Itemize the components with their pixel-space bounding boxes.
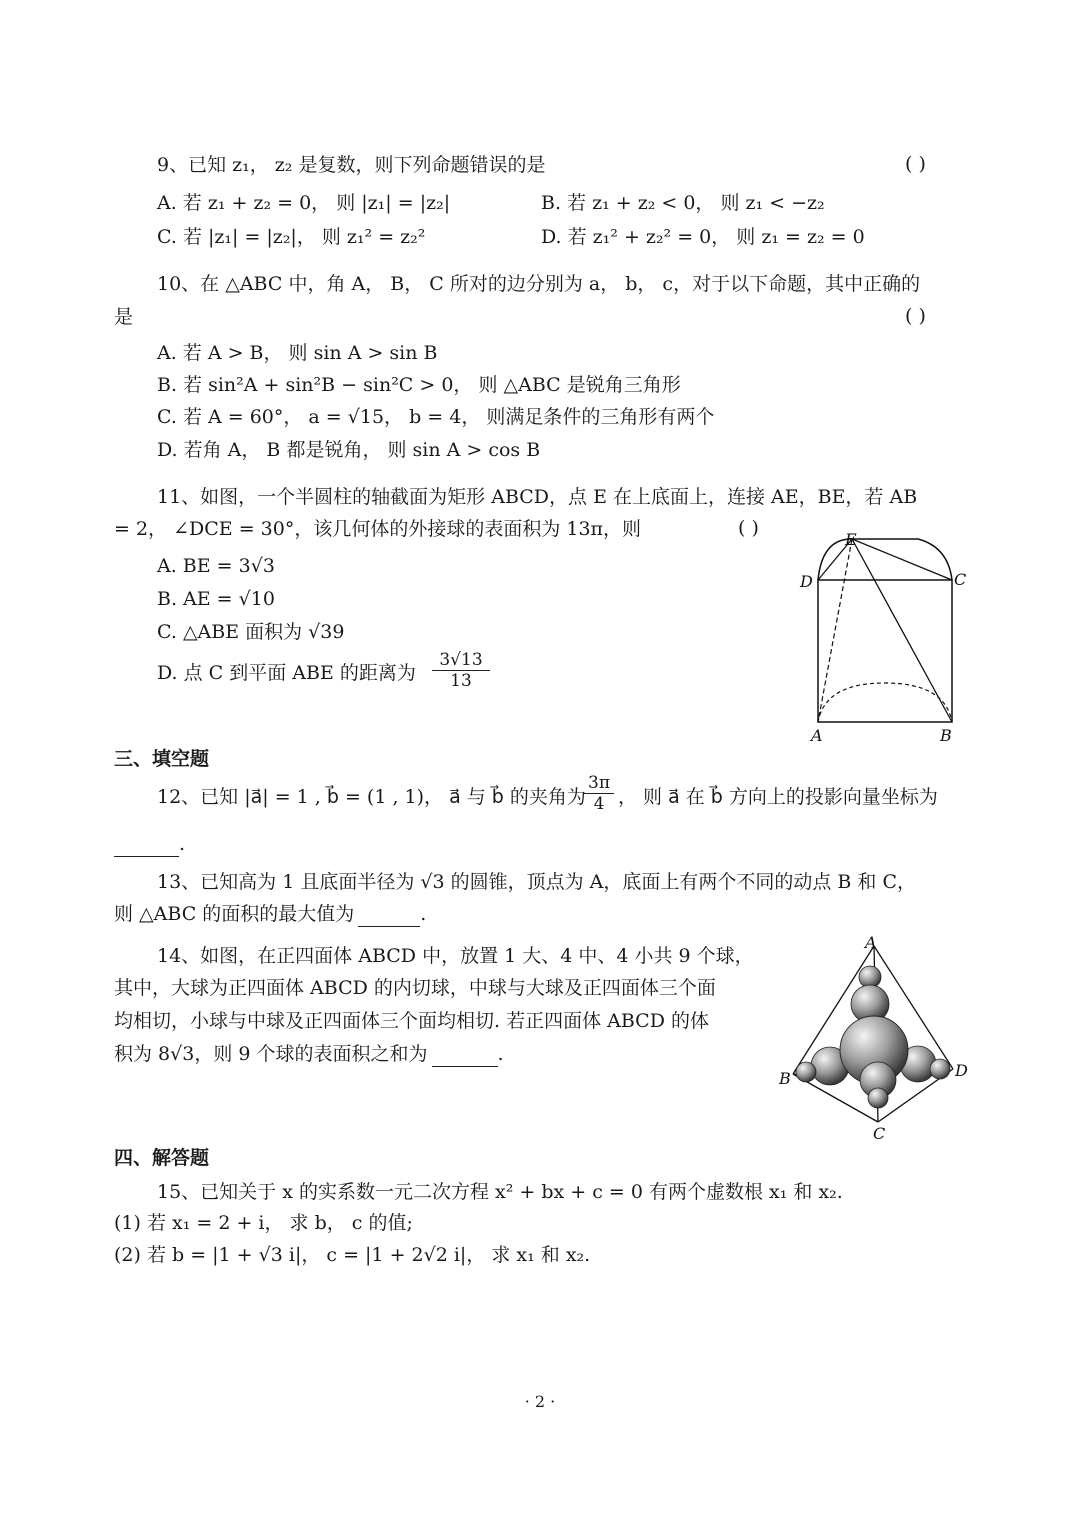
- q12-text-pre: 12、已知 |a⃗| = 1 , b⃗ = (1 , 1)， a⃗ 与 b⃗ 的夹角为: [157, 786, 586, 808]
- q11-option-b: B. AE = √10: [157, 588, 275, 610]
- q9-stem: 9、已知 z₁， z₂ 是复数，则下列命题错误的是: [157, 154, 546, 176]
- label-b: B: [779, 1069, 791, 1088]
- q10-stem-line2: 是: [114, 306, 134, 328]
- q10-option-d: D. 若角 A， B 都是锐角， 则 sin A > cos B: [157, 439, 541, 461]
- q13-line2: [114, 902, 426, 927]
- small-ball: [796, 1062, 816, 1082]
- q12-angle-fraction: [584, 773, 614, 814]
- q11-option-c: C. △ABE 面积为 √39: [157, 621, 345, 643]
- q12-end: .: [179, 833, 186, 855]
- label-c: C: [873, 1124, 886, 1143]
- q13-line2-text: 则 △ABC 的面积的最大值为: [114, 903, 355, 925]
- q9-option-c: C. 若 |z₁| = |z₂|， 则 z₁² = z₂²: [157, 226, 426, 248]
- tetrahedron-spheres-figure: [775, 932, 975, 1144]
- q11-stem-line1: 11、如图，一个半圆柱的轴截面为矩形 ABCD，点 E 在上底面上，连接 AE，BE，若 AB: [157, 486, 918, 508]
- label-a: A: [811, 726, 823, 745]
- q11-answer-paren: ( ): [738, 517, 759, 539]
- page-number: · 2 ·: [524, 1392, 556, 1411]
- bottom-half-circle: [818, 683, 952, 722]
- answer-blank: [358, 902, 420, 927]
- segment-ea: [818, 539, 852, 722]
- q14-line2: 其中，大球为正四面体 ABCD 的内切球，中球与大球及正四面体三个面: [114, 977, 716, 999]
- half-cylinder-figure: [795, 525, 975, 750]
- segment-eb: [852, 539, 952, 722]
- q11-option-d-fraction: [432, 650, 490, 691]
- q9-option-a: A. 若 z₁ + z₂ = 0， 则 |z₁| = |z₂|: [157, 192, 451, 214]
- fraction-numerator: 3√13: [439, 650, 483, 670]
- label-a: A: [865, 933, 877, 952]
- section-fill-in-title: 三、填空题: [114, 748, 210, 770]
- q10-option-c: C. 若 A = 60°， a = √15， b = 4， 则满足条件的三角形有两个: [157, 406, 715, 428]
- answer-blank: [432, 1042, 498, 1067]
- q15-part2: (2) 若 b = |1 + √3 i|， c = |1 + 2√2 i|， 求 x₁ 和 x₂.: [114, 1244, 591, 1266]
- q11-stem-line2: = 2， ∠DCE = 30°，该几何体的外接球的表面积为 13π，则: [114, 518, 642, 540]
- small-ball: [868, 1088, 888, 1108]
- q10-stem-line1: 10、在 △ABC 中，角 A， B， C 所对的边分别为 a， b， c，对于以下命题，其中正确的: [157, 273, 921, 295]
- q10-option-b: B. 若 sin²A + sin²B − sin²C > 0， 则 △ABC 是锐角三角形: [157, 374, 681, 396]
- q14-line3: 均相切，小球与中球及正四面体三个面均相切. 若正四面体 ABCD 的体: [114, 1010, 709, 1032]
- section-answer-title: 四、解答题: [114, 1147, 210, 1169]
- q9-answer-paren: ( ): [905, 153, 926, 175]
- segment-ec: [852, 539, 952, 580]
- q13-end: .: [420, 903, 427, 925]
- label-e: E: [845, 530, 857, 549]
- small-ball: [930, 1059, 950, 1079]
- label-c: C: [954, 570, 967, 589]
- q12-text-post: ， 则 a⃗ 在 b⃗ 方向上的投影向量坐标为: [618, 786, 938, 808]
- q14-end: .: [497, 1043, 504, 1065]
- q10-answer-paren: ( ): [905, 305, 926, 327]
- label-d: D: [800, 572, 813, 591]
- axial-rectangle: [818, 580, 952, 722]
- top-half-circle: [818, 539, 952, 580]
- label-b: B: [940, 726, 952, 745]
- q13-line1: 13、已知高为 1 且底面半径为 √3 的圆锥，顶点为 A，底面上有两个不同的动点 B 和 C，: [157, 871, 916, 893]
- q11-option-a: A. BE = 3√3: [157, 555, 275, 577]
- q12-answer-blank: [114, 832, 185, 857]
- fraction-numerator: 3π: [588, 773, 610, 793]
- q15-part1: (1) 若 x₁ = 2 + i， 求 b， c 的值;: [114, 1212, 413, 1234]
- q14-line4: [114, 1042, 504, 1067]
- q9-option-d: D. 若 z₁² + z₂² = 0， 则 z₁ = z₂ = 0: [541, 226, 865, 248]
- q11-option-d: D. 点 C 到平面 ABE 的距离为: [157, 662, 416, 684]
- q9-option-b: B. 若 z₁ + z₂ < 0， 则 z₁ < −z₂: [541, 192, 825, 214]
- fraction-denominator: 13: [432, 670, 490, 691]
- q15-stem: 15、已知关于 x 的实系数一元二次方程 x² + bx + c = 0 有两个虚数根 x₁ 和 x₂.: [157, 1181, 843, 1203]
- answer-blank: [114, 832, 179, 857]
- label-d: D: [955, 1061, 968, 1080]
- fraction-denominator: 4: [584, 793, 614, 814]
- q14-line4-text: 积为 8√3，则 9 个球的表面积之和为: [114, 1043, 428, 1065]
- q14-line1: 14、如图，在正四面体 ABCD 中，放置 1 大、4 中、4 小共 9 个球，: [157, 945, 754, 967]
- q10-option-a: A. 若 A > B， 则 sin A > sin B: [157, 342, 438, 364]
